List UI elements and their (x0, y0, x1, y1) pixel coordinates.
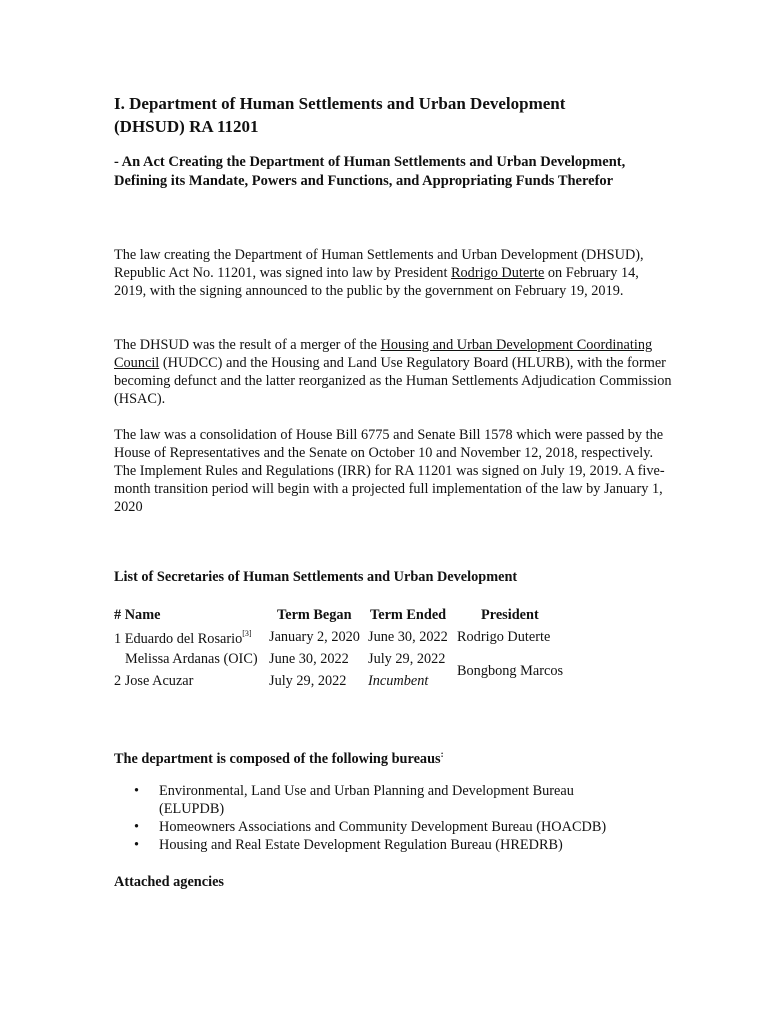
paragraph-text: The DHSUD was the result of a merger of the (114, 337, 381, 353)
cell-term-began: July 29, 2022 (269, 673, 347, 689)
document-subtitle-line2: Defining its Mandate, Powers and Functions, and Appropriating Funds Therefor (114, 173, 614, 189)
col-header-president: President (481, 607, 539, 623)
paragraph-text: The law creating the Department of Human Settlements and Urban Development (DHSUD), Republic Act No. 11201, was signed into law by President (114, 247, 644, 281)
attached-agencies-heading: Attached agencies (114, 874, 224, 890)
paragraph-text: on February 14, 2019, with the signing announced to the public by the government on February 19, 2019. (114, 265, 639, 299)
list-item (114, 836, 674, 854)
cell-term-ended: June 30, 2022 (368, 629, 448, 645)
bureaus-heading (114, 749, 444, 768)
document-subtitle-line1: - An Act Creating the Department of Human Settlements and Urban Development, (114, 154, 626, 170)
secretary-name: 1 Eduardo del Rosario (114, 631, 243, 647)
bullet-icon: • (134, 819, 140, 835)
list-item (114, 818, 674, 836)
bureau-abbreviation: (ELUPDB) (159, 801, 225, 817)
bullet-icon: • (134, 837, 140, 853)
col-header-term-began: Term Began (277, 607, 352, 623)
bureaus-list (114, 782, 674, 854)
bureaus-heading-text: The department is composed of the following bureaus (114, 751, 441, 767)
secretaries-heading: List of Secretaries of Human Settlements and Urban Development (114, 569, 518, 585)
document-title-line2: (DHSUD) RA 11201 (114, 117, 259, 136)
bureau-name: Environmental, Land Use and Urban Planning and Development Bureau (159, 783, 574, 799)
bureau-name: Homeowners Associations and Community Development Bureau (HOACDB) (159, 819, 607, 835)
link-hudcc[interactable]: Housing and Urban Development Coordinating Council (114, 337, 653, 371)
bullet-icon: • (134, 783, 140, 799)
link-rodrigo-duterte[interactable]: Rodrigo Duterte (451, 265, 545, 281)
cell-president-merged: Bongbong Marcos (457, 663, 564, 679)
paragraph-consolidation: The law was a consolidation of House Bill 6775 and Senate Bill 1578 which were passed by the House of Representatives and the Senate on October 10 and November 12, 2018, respectively. The Implement Rules and Regulations (IRR) for RA 11201 was signed on July 19, 2019. A five-month transition period will begin with a projected full implementation of the law by January 1, 2020 (114, 427, 665, 515)
cell-president: Rodrigo Duterte (457, 629, 551, 645)
bureau-name: Housing and Real Estate Development Regulation Bureau (HREDRB) (159, 837, 563, 853)
cell-name: Melissa Ardanas (OIC) (125, 651, 258, 667)
cell-term-ended: July 29, 2022 (368, 651, 446, 667)
cell-term-ended: Incumbent (368, 673, 429, 689)
document-title-line1: I. Department of Human Settlements and Urban Development (114, 94, 566, 113)
reference-marker[interactable]: [3] (242, 629, 252, 638)
list-item (114, 782, 674, 818)
cell-term-began: June 30, 2022 (269, 651, 349, 667)
paragraph-merger (114, 336, 674, 408)
paragraph-text: (HUDCC) and the Housing and Land Use Regulatory Board (HLURB), with the former becoming defunct and the latter reorganized as the Human Settlements Adjudication Commission (HSAC). (114, 355, 672, 407)
cell-term-began: January 2, 2020 (269, 629, 360, 645)
paragraph-law-signing (114, 246, 674, 300)
cell-name (114, 629, 252, 648)
cell-name: 2 Jose Acuzar (114, 673, 194, 689)
col-header-term-ended: Term Ended (370, 607, 447, 623)
bureaus-heading-colon: : (440, 749, 444, 759)
col-header-name: # Name (114, 607, 161, 623)
